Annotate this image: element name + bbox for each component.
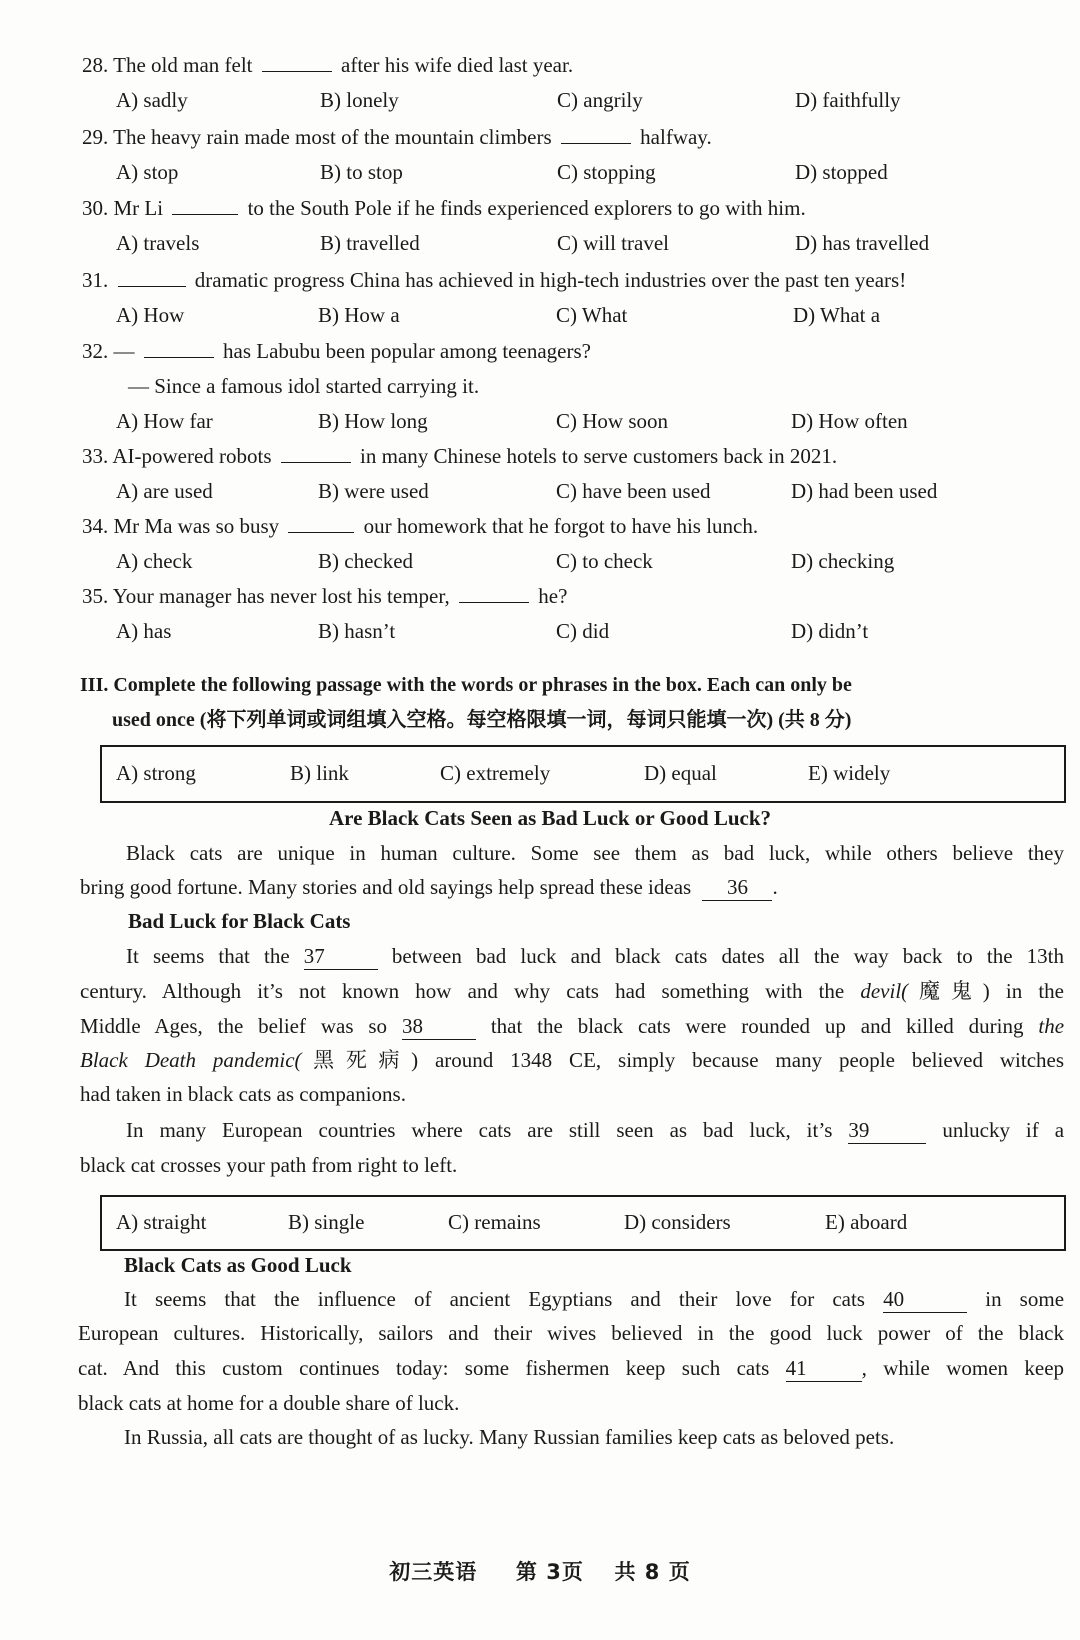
- passage-line: had taken in black cats as companions.: [80, 1082, 406, 1106]
- question-32: [82, 334, 591, 368]
- question-text: our homework that he forgot to have his lunch.: [363, 514, 759, 538]
- answer-blank[interactable]: [288, 510, 354, 533]
- answer-blank[interactable]: [118, 264, 186, 287]
- answer-blank-36[interactable]: 36: [702, 874, 772, 901]
- section-heading: III. Complete the following passage with the words or phrases in the box. Each can only be: [80, 674, 852, 696]
- option-a[interactable]: A) stop: [116, 160, 179, 184]
- passage-text: [80, 1048, 1064, 1072]
- dialogue-dash: —: [113, 339, 135, 363]
- passage-text: [860, 979, 1064, 1003]
- passage-text: that the black cats were rounded up and killed during: [490, 1014, 1024, 1038]
- word-option: E) widely: [808, 761, 891, 785]
- passage-text: ) in the: [982, 979, 1065, 1003]
- passage-text: cat. And this custom continues today: some fishermen keep such cats: [78, 1356, 770, 1380]
- passage-line: [124, 1282, 1064, 1318]
- passage-line: [80, 1009, 1064, 1045]
- passage-text: unlucky if a: [942, 1118, 1065, 1142]
- passage-line: [126, 1113, 1064, 1149]
- option-c[interactable]: C) How soon: [556, 409, 669, 433]
- dialogue-reply: — Since a famous idol started carrying it.: [128, 374, 480, 398]
- option-c[interactable]: C) stopping: [557, 160, 656, 184]
- question-28: [82, 48, 573, 82]
- question-text: in many Chinese hotels to serve customers back in 2021.: [360, 444, 838, 468]
- subheading-good-luck: Black Cats as Good Luck: [124, 1253, 352, 1277]
- word-option: B) single: [288, 1210, 365, 1234]
- option-c[interactable]: C) have been used: [556, 479, 711, 503]
- footer-total-pages: 共 8 页: [614, 1560, 691, 1584]
- subheading-bad-luck: Bad Luck for Black Cats: [128, 909, 351, 933]
- answer-blank[interactable]: [459, 580, 529, 603]
- option-b[interactable]: B) How a: [318, 303, 400, 327]
- option-a[interactable]: A) has: [116, 619, 172, 643]
- footer-page-number: 第 3页: [515, 1560, 584, 1584]
- passage-text: In many European countries where cats are still seen as bad luck, it’s: [126, 1118, 833, 1142]
- answer-blank[interactable]: [144, 335, 214, 358]
- answer-blank-40[interactable]: 40: [883, 1286, 967, 1313]
- option-d[interactable]: D) What a: [793, 303, 881, 327]
- passage-line: [126, 939, 1064, 975]
- option-b[interactable]: B) travelled: [320, 231, 420, 255]
- passage-title: Are Black Cats Seen as Bad Luck or Good Luck?: [328, 806, 772, 830]
- option-b[interactable]: B) to stop: [320, 160, 403, 184]
- option-d[interactable]: D) has travelled: [795, 231, 930, 255]
- option-b[interactable]: B) were used: [318, 479, 429, 503]
- option-c[interactable]: C) did: [556, 619, 610, 643]
- passage-text: Middle Ages, the belief was so: [80, 1014, 388, 1038]
- chinese-gloss: 魔鬼: [908, 979, 983, 1003]
- option-b[interactable]: B) hasn’t: [318, 619, 396, 643]
- option-a[interactable]: A) sadly: [116, 88, 188, 112]
- question-number: 28.: [82, 53, 109, 77]
- word-option: C) extremely: [440, 761, 551, 785]
- option-c[interactable]: C) What: [556, 303, 628, 327]
- question-number: 35.: [82, 584, 109, 608]
- word-option: E) aboard: [825, 1210, 908, 1234]
- question-number: 34.: [82, 514, 109, 538]
- word-option: A) strong: [116, 761, 196, 785]
- question-text: Mr Ma was so busy: [113, 514, 280, 538]
- question-text: The old man felt: [113, 53, 253, 77]
- option-a[interactable]: A) travels: [116, 231, 200, 255]
- question-number: 31.: [82, 268, 109, 292]
- word-box-2: [100, 1195, 1066, 1251]
- answer-blank[interactable]: [172, 192, 238, 215]
- answer-blank-39[interactable]: 39: [848, 1117, 926, 1144]
- option-d[interactable]: D) had been used: [791, 479, 938, 503]
- word-box-1: [100, 745, 1066, 803]
- passage-line: [78, 1351, 1064, 1387]
- question-text: AI-powered robots: [112, 444, 272, 468]
- question-30: [82, 191, 806, 225]
- question-number: 32.: [82, 339, 109, 363]
- option-d[interactable]: D) stopped: [795, 160, 888, 184]
- answer-blank-37[interactable]: 37: [304, 943, 378, 970]
- option-a[interactable]: A) check: [116, 549, 193, 573]
- option-b[interactable]: B) lonely: [320, 88, 399, 112]
- answer-blank[interactable]: [561, 121, 631, 144]
- passage-line: [80, 974, 1064, 1010]
- italic-term: Black Death pandemic(: [80, 1048, 302, 1072]
- option-d[interactable]: D) faithfully: [795, 88, 901, 112]
- question-text: has Labubu been popular among teenagers?: [223, 339, 591, 363]
- question-text: to the South Pole if he finds experienced explorers to go with him.: [247, 196, 806, 220]
- footer-subject: 初三英语: [389, 1560, 478, 1584]
- option-d[interactable]: D) didn’t: [791, 619, 869, 643]
- question-text: The heavy rain made most of the mountain climbers: [113, 125, 552, 149]
- answer-blank-41[interactable]: 41: [786, 1355, 862, 1382]
- option-c[interactable]: C) will travel: [557, 231, 669, 255]
- option-a[interactable]: A) are used: [116, 479, 213, 503]
- passage-text: It seems that the influence of ancient Egyptians and their love for cats: [124, 1287, 865, 1311]
- answer-blank[interactable]: [281, 440, 351, 463]
- passage-text: in some: [985, 1287, 1065, 1311]
- question-number: 29.: [82, 125, 109, 149]
- question-text: after his wife died last year.: [341, 53, 574, 77]
- passage-line: Black cats are unique in human culture. Some see them as bad luck, while others believe they: [126, 841, 1064, 865]
- passage-text: It seems that the: [126, 944, 290, 968]
- passage-line: black cats at home for a double share of luck.: [78, 1391, 460, 1415]
- passage-text: bring good fortune. Many stories and old sayings help spread these ideas: [80, 875, 692, 899]
- question-text: Mr Li: [113, 196, 164, 220]
- question-number: 30.: [82, 196, 109, 220]
- chinese-gloss: 黑死病: [301, 1048, 412, 1072]
- passage-text: between bad luck and black cats dates all the way back to the 13th: [391, 944, 1065, 968]
- question-31: [82, 263, 906, 297]
- passage-line: [80, 1043, 1064, 1079]
- word-option: A) straight: [116, 1210, 207, 1234]
- question-29: [82, 120, 712, 154]
- word-option: C) remains: [448, 1210, 541, 1234]
- question-text: Your manager has never lost his temper,: [112, 584, 450, 608]
- question-text: he?: [538, 584, 568, 608]
- italic-term: the: [1038, 1014, 1065, 1038]
- answer-blank-38[interactable]: 38: [402, 1013, 476, 1040]
- word-option: B) link: [290, 761, 349, 785]
- option-d[interactable]: D) checking: [791, 549, 895, 573]
- passage-text: ) around 1348 CE, simply because many people believed witches: [411, 1048, 1065, 1072]
- option-a[interactable]: A) How far: [116, 409, 213, 433]
- option-c[interactable]: C) to check: [556, 549, 653, 573]
- passage-line: In Russia, all cats are thought of as lucky. Many Russian families keep cats as beloved pets.: [124, 1425, 895, 1449]
- option-c[interactable]: C) angrily: [557, 88, 643, 112]
- passage-text: , while women keep: [861, 1356, 1065, 1380]
- passage-line: black cat crosses your path from right to left.: [80, 1153, 458, 1177]
- question-text: halfway.: [640, 125, 712, 149]
- passage-line: bring good fortune. Many stories and old sayings help spread these ideas 36 .: [80, 875, 778, 899]
- option-b[interactable]: B) checked: [318, 549, 414, 573]
- question-35: [82, 579, 567, 613]
- word-option: D) considers: [624, 1210, 731, 1234]
- question-number: 33.: [82, 444, 109, 468]
- question-33: [82, 439, 837, 473]
- answer-blank[interactable]: [262, 49, 332, 72]
- option-b[interactable]: B) How long: [318, 409, 428, 433]
- italic-term: devil(: [860, 979, 909, 1003]
- question-34: [82, 509, 758, 543]
- question-text: dramatic progress China has achieved in high-tech industries over the past ten years!: [194, 268, 907, 292]
- page-footer: [0, 1556, 1080, 1586]
- passage-text: century. Although it’s not known how and why cats had something with the: [80, 979, 845, 1003]
- option-d[interactable]: D) How often: [791, 409, 908, 433]
- passage-line: European cultures. Historically, sailors and their wives believed in the good luck power of the black: [78, 1321, 1064, 1345]
- word-option: D) equal: [644, 761, 717, 785]
- section-heading-instruction: used once (将下列单词或词组填入空格。每空格限填一词，每词只能填一次) (共 8 分): [112, 709, 852, 731]
- option-a[interactable]: A) How: [116, 303, 185, 327]
